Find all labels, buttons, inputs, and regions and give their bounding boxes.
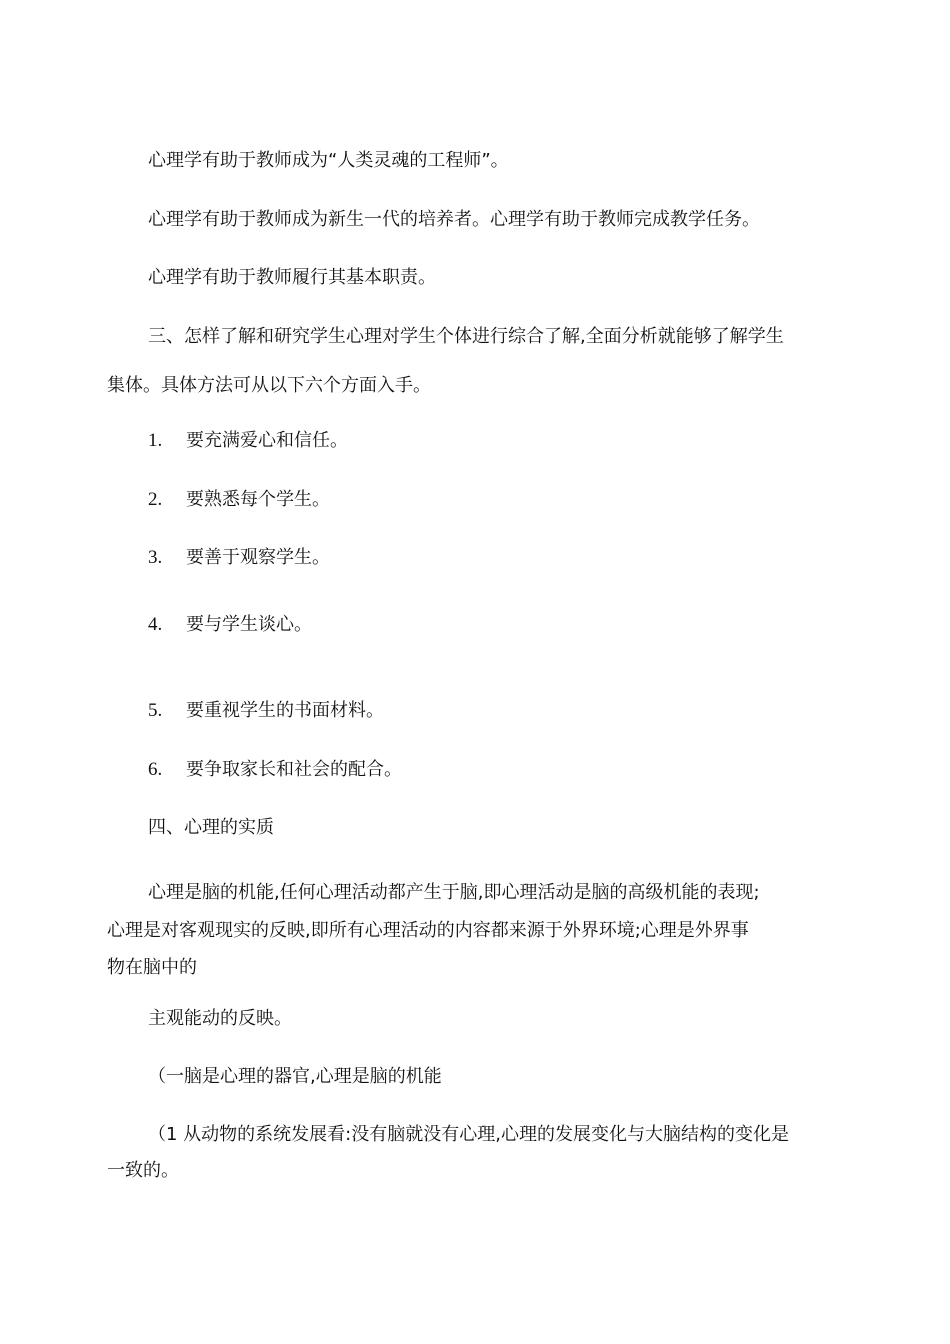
paragraph: 心理学有助于教师成为“人类灵魂的工程师”。 [148,150,509,171]
list-number: 4. [148,614,163,635]
paragraph: （1 从动物的系统发展看:没有脑就没有心理,心理的发展变化与大脑结构的变化是 [148,1124,789,1145]
paragraph: 心理学有助于教师履行其基本职责。 [148,267,436,288]
list-number: 3. [148,547,163,568]
list-item [148,430,348,452]
paragraph-continuation: 集体。具体方法可从以下六个方面入手。 [107,375,431,396]
list-text: 要争取家长和社会的配合。 [186,759,402,780]
list-item [148,759,402,781]
section-heading-line: 三、怎样了解和研究学生心理对学生个体进行综合了解,全面分析就能够了解学生 [148,326,784,347]
paragraph-continuation: 物在脑中的 [107,957,197,978]
paragraph: 心理是脑的机能,任何心理活动都产生于脑,即心理活动是脑的高级机能的表现; [148,882,760,903]
list-text: 要充满爱心和信任。 [186,430,348,451]
list-item [148,614,312,636]
section-heading: 四、心理的实质 [148,817,274,838]
list-number: 5. [148,700,163,721]
list-text: 要重视学生的书面材料。 [186,700,384,721]
list-item [148,700,384,722]
paragraph-continuation: 一致的。 [107,1160,179,1181]
list-number: 6. [148,759,163,780]
list-item [148,547,330,569]
list-text: 要与学生谈心。 [186,614,312,635]
list-item [148,489,330,511]
list-text: 要善于观察学生。 [186,547,330,568]
list-text: 要熟悉每个学生。 [186,489,330,510]
paragraph: 主观能动的反映。 [148,1008,292,1029]
paragraph: 心理学有助于教师成为新生一代的培养者。心理学有助于教师完成教学任务。 [148,209,760,230]
list-number: 2. [148,489,163,510]
list-number: 1. [148,430,163,451]
sub-heading: （一脑是心理的器官,心理是脑的机能 [148,1066,442,1087]
paragraph-continuation: 心理是对客观现实的反映,即所有心理活动的内容都来源于外界环境;心理是外界事 [107,920,749,941]
